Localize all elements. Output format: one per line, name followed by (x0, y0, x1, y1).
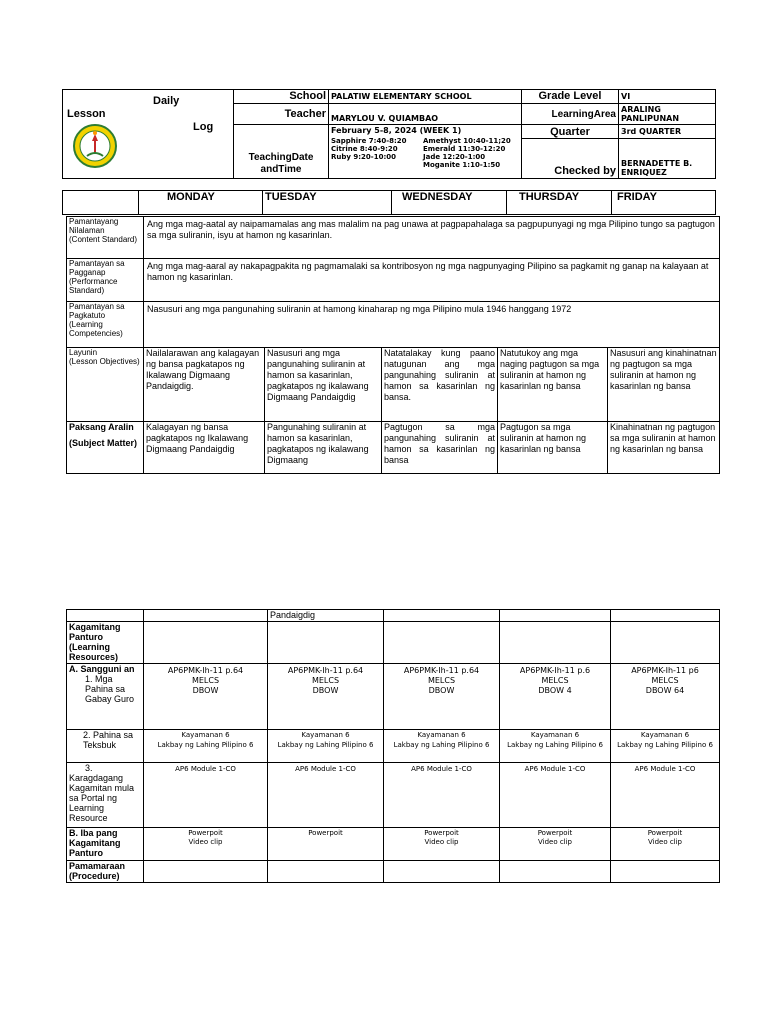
objective-cell: Nailalarawan ang kalagayan ng bansa pagkatapos ng Ikalawang Digmaang Pandaigdig. (144, 348, 265, 422)
blank-cell (268, 622, 384, 664)
blank-cell (500, 622, 611, 664)
lesson-log-title-cell (63, 90, 234, 179)
objective-cell: Nasusuri ang kinahinatnan ng pagtugon sa mga suliranin at hamon ng kasarinlan ng bansa (608, 348, 720, 422)
blank-cell (611, 610, 720, 622)
objective-cell: Natutukoy ang mga naging pagtugon sa mga suliranin at hamon ng kasarinlan ng bansa (498, 348, 608, 422)
teacher-label: Teacher (234, 104, 329, 125)
blank-cell (144, 861, 268, 883)
checked-by-value: BERNADETTE B. ENRIQUEZ (619, 139, 716, 179)
portal-cell: AP6 Module 1-CO (500, 763, 611, 828)
lesson-label: Lesson (67, 108, 106, 120)
sanggunian-cell: AP6PMK-Ih-11 p.64 MELCS DBOW (384, 664, 500, 730)
date-schedule-cell (329, 125, 522, 179)
sanggunian-cell: AP6PMK-Ih-11 p.64 MELCS DBOW (268, 664, 384, 730)
subject-matter-cell: Kalagayan ng bansa pagkatapos ng Ikalawang Digmaang Pandaigdig (144, 422, 265, 474)
resources-label: Kagamitang Panturo (Learning Resources) (67, 622, 144, 664)
day-monday: MONDAY (139, 191, 263, 215)
teaching-date-label: TeachingDate andTime (234, 125, 329, 179)
gabay-label: 1. Mga Pahina sa Gabay Guro (85, 674, 135, 704)
days-header-blank (63, 191, 139, 215)
blank-cell (500, 610, 611, 622)
blank-cell (611, 622, 720, 664)
sanggunian-cell: AP6PMK-Ih-11 p6 MELCS DBOW 64 (611, 664, 720, 730)
school-seal-logo (73, 124, 117, 168)
school-value: PALATIW ELEMENTARY SCHOOL (329, 90, 522, 104)
performance-standard-text: Ang mga mag-aaral ay nakapagpakita ng pagmamalaki sa kontribosyon ng mga nagpunyaging Pilipino sa pagkamit ng ganap na kalayaan at hamon ng kasarinlan. (144, 259, 720, 302)
blank-cell (144, 610, 268, 622)
portal-cell: AP6 Module 1-CO (384, 763, 500, 828)
teksbuk-cell: Kayamanan 6 Lakbay ng Lahing Pilipino 6 (144, 730, 268, 763)
content-standard-text: Ang mga mag-aatal ay naipamamalas ang mas malalim na pag unawa at pagpapahalaga sa pagpupunyagi ng mga Pilipino tungo sa pagtugon sa mga suliranin, isyu at hamon ng kasarinlan. (144, 217, 720, 259)
teacher-value: MARYLOU V. QUIAMBAO (329, 104, 522, 125)
blank-cell (500, 861, 611, 883)
blank-cell (611, 861, 720, 883)
schedule-right: Amethyst 10:40-11;20 Emerald 11:30-12:20 Jade 12:20-1:00 Moganite 1:10-1:50 (423, 137, 511, 169)
iba-cell: Powerpoit Video clip (384, 828, 500, 861)
teaching-date-value: February 5-8, 2024 (WEEK 1) (331, 126, 462, 135)
blank-cell (384, 622, 500, 664)
teksbuk-cell: Kayamanan 6 Lakbay ng Lahing Pilipino 6 (384, 730, 500, 763)
teksbuk-cell: Kayamanan 6 Lakbay ng Lahing Pilipino 6 (268, 730, 384, 763)
grade-level-value: VI (619, 90, 716, 104)
sanggunian-label: A. Sangguni an (69, 664, 135, 674)
day-friday: FRIDAY (612, 191, 716, 215)
subject-matter-label-cell (67, 422, 144, 474)
blank-cell (268, 861, 384, 883)
teksbuk-cell: Kayamanan 6 Lakbay ng Lahing Pilipino 6 (611, 730, 720, 763)
days-header-table (62, 190, 716, 215)
checked-by-label: Checked by (522, 139, 619, 179)
day-wednesday: WEDNESDAY (392, 191, 507, 215)
iba-label: B. Iba pang Kagamitang Panturo (67, 828, 144, 861)
main-table (66, 216, 720, 474)
iba-cell: Powerpoit Video clip (144, 828, 268, 861)
subject-matter-cell: Pagtugon sa mga pangunahing suliranin at hamon sa kasarinlan ng bansa (382, 422, 498, 474)
learning-area-label: LearningArea (522, 104, 619, 125)
iba-cell: Powerpoit Video clip (611, 828, 720, 861)
portal-cell: AP6 Module 1-CO (144, 763, 268, 828)
day-thursday: THURSDAY (507, 191, 612, 215)
competencies-label: Pamantayan sa Pagkatuto (Learning Competencies) (67, 302, 144, 348)
objective-cell: Natatalakay kung paano natugunan ang mga pangunahing suliranin at hamon sa kasarinlan ng bansa. (382, 348, 498, 422)
daily-label: Daily (153, 95, 180, 107)
day-tuesday: TUESDAY (263, 191, 392, 215)
sanggunian-cell: AP6PMK-Ih-11 p.6 MELCS DBOW 4 (500, 664, 611, 730)
blank-cell (144, 622, 268, 664)
header-table (62, 89, 716, 179)
performance-standard-label: Pamantayan sa Pagganap (Performance Standard) (67, 259, 144, 302)
procedure-label: Pamamaraan (Procedure) (67, 861, 144, 883)
header-block (62, 89, 715, 178)
teksbuk-cell: Kayamanan 6 Lakbay ng Lahing Pilipino 6 (500, 730, 611, 763)
subject-matter-label-bottom: (Subject Matter) (69, 438, 138, 448)
resources-table (66, 609, 720, 883)
subject-matter-cell: Kinahinatnan ng pagtugon sa mga suliranin at hamon ng kasarinlan ng bansa (608, 422, 720, 474)
portal-label: 3. Karagdagang Kagamitan mula sa Portal ng Learning Resource (67, 763, 144, 828)
resources-table-block (66, 609, 719, 883)
continuation-cell: Pandaigdig (268, 610, 384, 622)
quarter-value: 3rd QUARTER (619, 125, 716, 139)
portal-cell: AP6 Module 1-CO (611, 763, 720, 828)
grade-level-label: Grade Level (522, 90, 619, 104)
iba-cell: Powerpoit (268, 828, 384, 861)
quarter-label: Quarter (522, 125, 619, 139)
subject-matter-cell: Pangunahing suliranin at hamon sa kasarinlan, pagkatapos ng ikalawang Digmaang (265, 422, 382, 474)
main-table-block (66, 216, 719, 473)
objectives-label: Layunin (Lesson Objectives) (67, 348, 144, 422)
blank-cell (384, 861, 500, 883)
sanggunian-cell: AP6PMK-Ih-11 p.64 MELCS DBOW (144, 664, 268, 730)
learning-area-value: ARALING PANLIPUNAN (619, 104, 716, 125)
teksbuk-label: 2. Pahina sa Teksbuk (67, 730, 144, 763)
school-label: School (234, 90, 329, 104)
competencies-text: Nasusuri ang mga pangunahing suliranin at hamong kinaharap ng mga Pilipino mula 1946 hanggang 1972 (144, 302, 720, 348)
blank-cell (384, 610, 500, 622)
content-standard-label: Pamantayang Nilalaman (Content Standard) (67, 217, 144, 259)
days-header-block (62, 190, 715, 215)
portal-cell: AP6 Module 1-CO (268, 763, 384, 828)
schedule-left: Sapphire 7:40-8:20 Citrine 8:40-9:20 Ruby 9:20-10:00 (331, 137, 407, 161)
objective-cell: Nasusuri ang mga pangunahing suliranin at hamon sa kasarinlan, pagkatapos ng ikalawang Digmaang Pandaigdig (265, 348, 382, 422)
subject-matter-cell: Pagtugon sa mga suliranin at hamon ng kasarinlan ng bansa (498, 422, 608, 474)
iba-cell: Powerpoit Video clip (500, 828, 611, 861)
sanggunian-label-cell (67, 664, 144, 730)
log-label: Log (193, 121, 214, 133)
blank-cell (67, 610, 144, 622)
subject-matter-label-top: Paksang Aralin (69, 422, 134, 432)
